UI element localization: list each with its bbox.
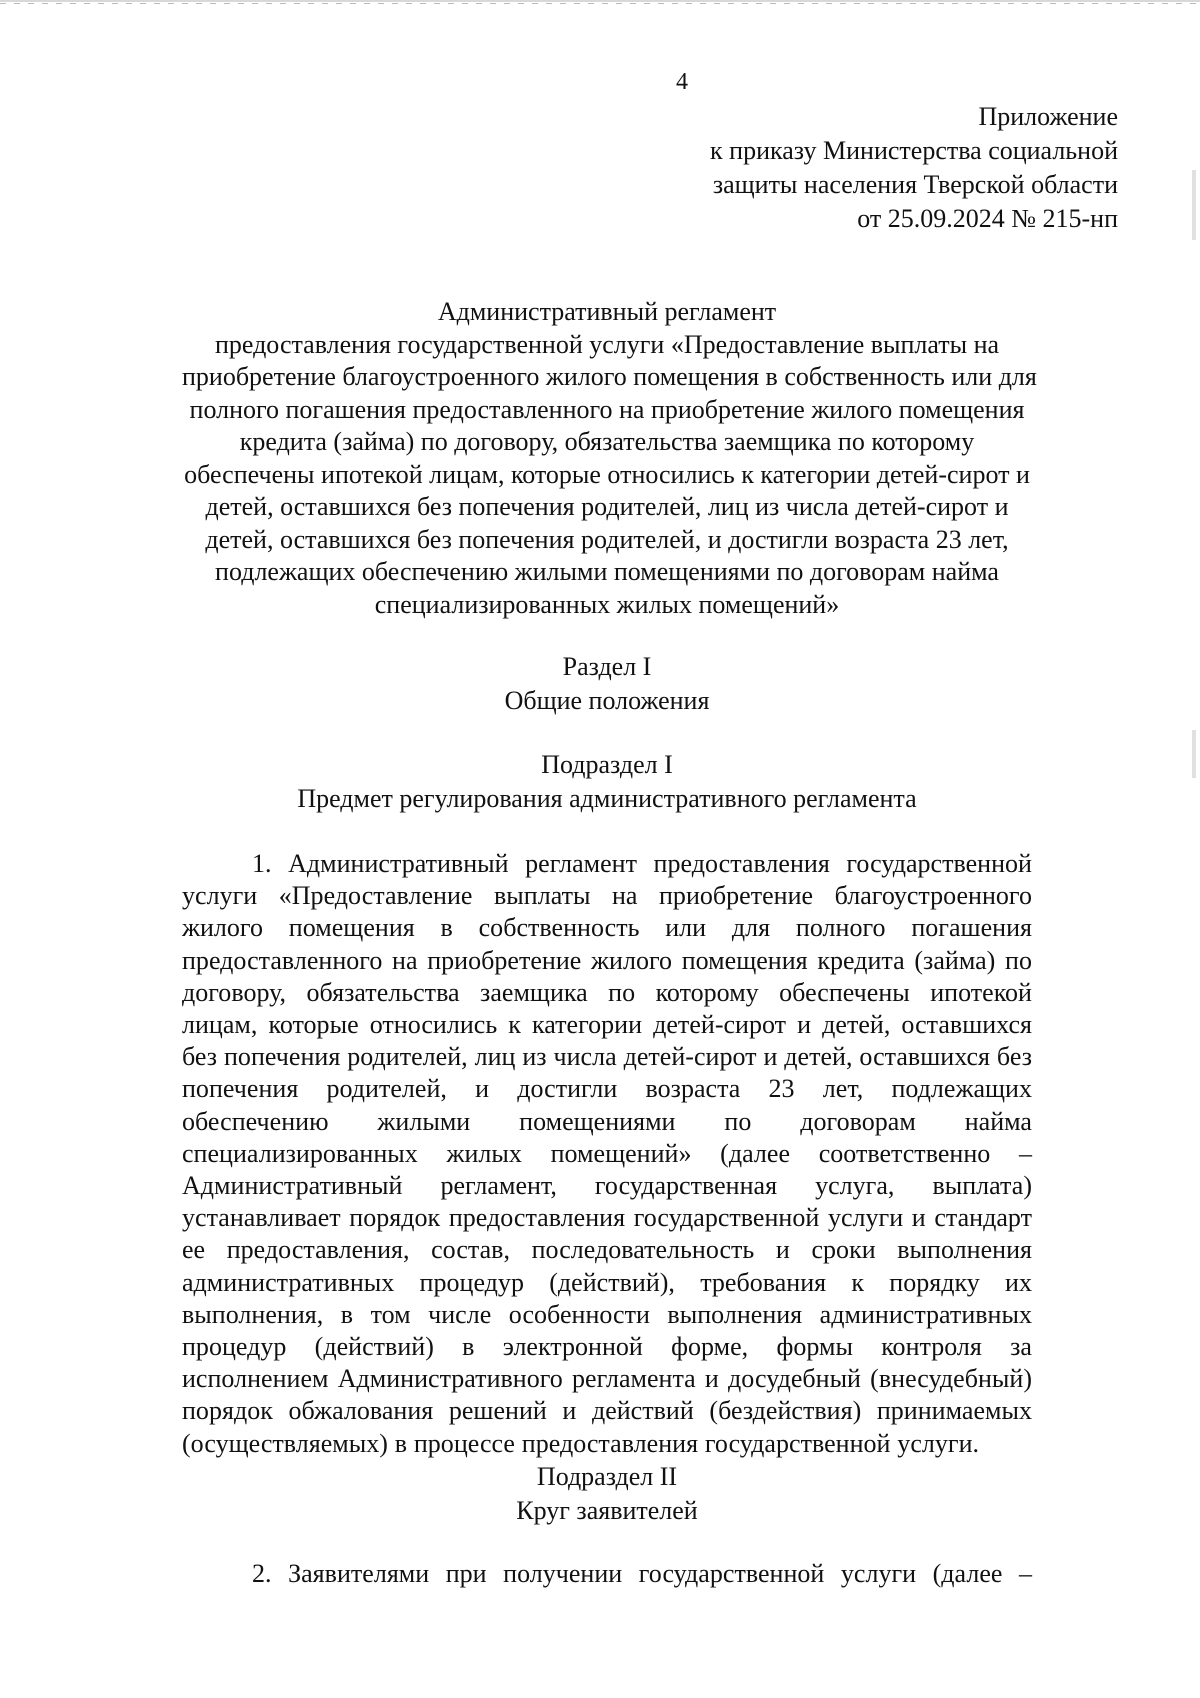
subsection-1-title: Предмет регулирования административного регламента — [297, 784, 917, 813]
subsection-2-heading — [182, 1460, 1032, 1528]
title-line-2: предоставления государственной услуги «Предоставление выплаты на — [214, 329, 1000, 359]
scan-top-border — [0, 0, 1200, 2]
page-number: 4 — [676, 69, 688, 95]
appendix-line-2: к приказу Министерства социальной — [710, 136, 1118, 165]
appendix-heading — [658, 100, 1118, 236]
subsection-2-title: Круг заявителей — [516, 1496, 698, 1525]
scan-dashed-line — [0, 3, 1200, 4]
paragraph-1: 1. Административный регламент предоставления государственной услуги «Предоставление выплаты на приобретение благоустроенного жилого помещения в собственность или для полного погашения предоставленного на приобретение жилого помещения кредита (займа) по договору, обязательства заемщика по которому обеспечены ипотекой лицам, которые относились к категории детей-сирот и детей, оставшихся без попечения родителей, лиц из числа детей-сирот и детей, оставшихся без попечения родителей, и достигли возраста 23 лет, подлежащих обеспечению жилыми помещениями по договорам найма специализированных жилых помещений» (далее соответственно – Административный регламент, государственная услуга, выплата) устанавливает порядок предоставления государственной услуги и стандарт ее предоставления, состав, последовательность и сроки выполнения административных процедур (действий), требования к порядку их выполнения, в том числе особенности выполнения административных процедур (действий) в электронной форме, формы контроля за исполнением Административного регламента и досудебный (внесудебный) порядок обжалования решений и действий (бездействия) принимаемых (осуществляемых) в процессе предоставления государственной услуги. — [182, 849, 1032, 1458]
scan-edge-mark — [1192, 170, 1196, 240]
document-title — [182, 296, 1037, 621]
title-line-7: детей, оставшихся без попечения родителей, лиц из числа детей-сирот и — [205, 492, 1009, 521]
title-line-4: полного погашения предоставленного на приобретение жилого помещения — [189, 394, 1025, 424]
subsection-2-label: Подраздел II — [536, 1462, 678, 1491]
appendix-line-4: от 25.09.2024 № 215-нп — [857, 204, 1118, 233]
scan-edge-mark — [1192, 730, 1196, 778]
title-line-10: специализированных жилых помещений» — [374, 589, 840, 619]
appendix-line-3: защиты населения Тверской области — [712, 170, 1118, 199]
subsection-1-label: Подраздел I — [541, 750, 673, 779]
title-line-3: приобретение благоустроенного жилого помещения в собственность или для — [182, 362, 1037, 391]
section-label: Раздел I — [562, 652, 652, 681]
paragraph-2: 2. Заявителями при получении государственной услуги (далее – — [252, 1559, 1032, 1588]
appendix-line-1: Приложение — [978, 102, 1118, 131]
title-line-1: Административный регламент — [437, 297, 777, 326]
title-line-9: подлежащих обеспечению жилыми помещениями по договорам найма — [215, 557, 999, 586]
title-line-6: обеспечены ипотекой лицам, которые относились к категории детей-сирот и — [184, 459, 1030, 489]
section-heading — [182, 650, 1032, 718]
section-title: Общие положения — [504, 686, 710, 715]
subsection-1-heading — [182, 748, 1032, 816]
title-line-5: кредита (займа) по договору, обязательства заемщика по которому — [239, 427, 975, 456]
title-line-8: детей, оставшихся без попечения родителей, и достигли возраста 23 лет, — [205, 524, 1009, 554]
